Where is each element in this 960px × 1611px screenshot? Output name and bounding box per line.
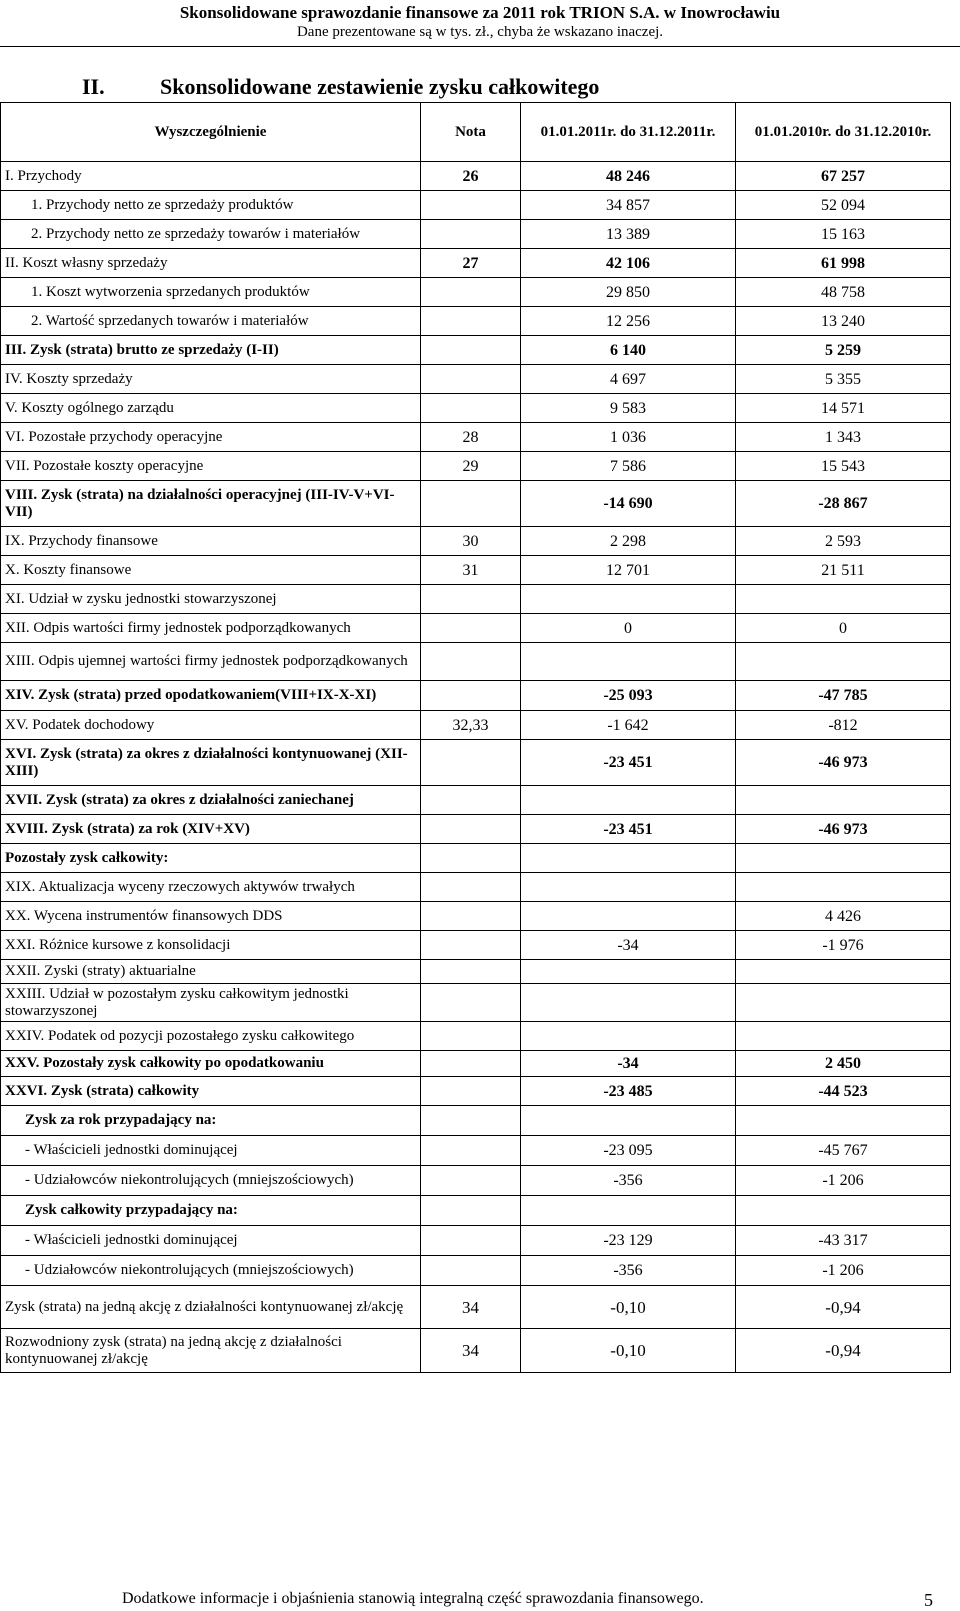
table-row (1, 278, 951, 307)
row-label: XIII. Odpis ujemnej wartości firmy jednostek podporządkowanych (1, 643, 421, 681)
row-value-2011: -356 (521, 1256, 736, 1286)
column-header-2010: 01.01.2010r. do 31.12.2010r. (736, 103, 951, 162)
row-note (421, 220, 521, 249)
row-label: Zysk (strata) na jedną akcję z działalności kontynuowanej zł/akcję (1, 1286, 421, 1329)
row-value-2010: -1 206 (736, 1256, 951, 1286)
column-header-note: Nota (421, 103, 521, 162)
row-value-2010: -1 206 (736, 1166, 951, 1196)
row-label: Zysk za rok przypadający na: (1, 1106, 421, 1136)
table-row (1, 931, 951, 960)
row-value-2011: -0,10 (521, 1286, 736, 1329)
row-note (421, 278, 521, 307)
row-value-2011: -23 451 (521, 815, 736, 844)
row-note (421, 931, 521, 960)
row-label: XXVI. Zysk (strata) całkowity (1, 1077, 421, 1106)
row-value-2011: 1 036 (521, 423, 736, 452)
row-note (421, 681, 521, 711)
row-value-2010 (736, 786, 951, 815)
table-row (1, 220, 951, 249)
row-value-2010: -44 523 (736, 1077, 951, 1106)
table-row (1, 1226, 951, 1256)
table-row (1, 681, 951, 711)
row-note (421, 585, 521, 614)
table-row (1, 1196, 951, 1226)
row-value-2011 (521, 643, 736, 681)
row-value-2010: 0 (736, 614, 951, 643)
row-label: - Udziałowców niekontrolujących (mniejszościowych) (1, 1256, 421, 1286)
row-label: II. Koszt własny sprzedaży (1, 249, 421, 278)
row-value-2011: 42 106 (521, 249, 736, 278)
row-note (421, 873, 521, 902)
table-row (1, 556, 951, 585)
table-row (1, 1077, 951, 1106)
row-label: V. Koszty ogólnego zarządu (1, 394, 421, 423)
row-value-2010 (736, 960, 951, 984)
row-label: XII. Odpis wartości firmy jednostek podporządkowanych (1, 614, 421, 643)
row-note (421, 1226, 521, 1256)
row-label: Zysk całkowity przypadający na: (1, 1196, 421, 1226)
table-row (1, 1166, 951, 1196)
row-label: - Właścicieli jednostki dominującej (1, 1136, 421, 1166)
row-value-2010: 13 240 (736, 307, 951, 336)
row-value-2011: -25 093 (521, 681, 736, 711)
row-value-2011: 4 697 (521, 365, 736, 394)
row-note (421, 394, 521, 423)
row-value-2011: 0 (521, 614, 736, 643)
row-note (421, 1256, 521, 1286)
row-label: XVIII. Zysk (strata) za rok (XIV+XV) (1, 815, 421, 844)
row-note: 34 (421, 1329, 521, 1373)
row-value-2010: -46 973 (736, 740, 951, 786)
table-body (1, 162, 951, 1373)
table-row (1, 815, 951, 844)
table-row (1, 527, 951, 556)
table-row (1, 873, 951, 902)
column-header-description: Wyszczególnienie (1, 103, 421, 162)
row-value-2010 (736, 844, 951, 873)
row-note (421, 740, 521, 786)
row-value-2011 (521, 1022, 736, 1051)
row-value-2011: 34 857 (521, 191, 736, 220)
row-note (421, 960, 521, 984)
row-label: VIII. Zysk (strata) na działalności operacyjnej (III-IV-V+VI-VII) (1, 481, 421, 527)
row-value-2011: -23 485 (521, 1077, 736, 1106)
row-value-2010: -45 767 (736, 1136, 951, 1166)
row-note (421, 365, 521, 394)
table-row (1, 423, 951, 452)
document-header-title: Skonsolidowane sprawozdanie finansowe za 2011 rok TRION S.A. w Inowrocławiu (179, 3, 781, 22)
row-value-2010: 2 593 (736, 527, 951, 556)
row-value-2010: 61 998 (736, 249, 951, 278)
income-statement-table (0, 102, 951, 1373)
row-note (421, 643, 521, 681)
table-row (1, 960, 951, 984)
row-note (421, 1166, 521, 1196)
row-note: 29 (421, 452, 521, 481)
row-note (421, 815, 521, 844)
row-label: XXIV. Podatek od pozycji pozostałego zysku całkowitego (1, 1022, 421, 1051)
row-label: XV. Podatek dochodowy (1, 711, 421, 740)
table-row (1, 307, 951, 336)
row-label: VII. Pozostałe koszty operacyjne (1, 452, 421, 481)
row-label: XVI. Zysk (strata) za okres z działalności kontynuowanej (XII-XIII) (1, 740, 421, 786)
row-note: 26 (421, 162, 521, 191)
row-label: - Udziałowców niekontrolujących (mniejszościowych) (1, 1166, 421, 1196)
table-row (1, 162, 951, 191)
row-value-2010: -812 (736, 711, 951, 740)
row-note (421, 786, 521, 815)
row-value-2011: -23 451 (521, 740, 736, 786)
column-header-2011: 01.01.2011r. do 31.12.2011r. (521, 103, 736, 162)
row-value-2010: -47 785 (736, 681, 951, 711)
row-label: 1. Przychody netto ze sprzedaży produktów (1, 191, 421, 220)
row-label: XX. Wycena instrumentów finansowych DDS (1, 902, 421, 931)
table-row (1, 1106, 951, 1136)
row-label: Rozwodniony zysk (strata) na jedną akcję z działalności kontynuowanej zł/akcję (1, 1329, 421, 1373)
row-value-2010: 21 511 (736, 556, 951, 585)
row-value-2011: 48 246 (521, 162, 736, 191)
row-value-2010: 2 450 (736, 1051, 951, 1077)
row-label: XVII. Zysk (strata) za okres z działalności zaniechanej (1, 786, 421, 815)
row-value-2011: -34 (521, 931, 736, 960)
row-value-2010: 5 259 (736, 336, 951, 365)
row-label: VI. Pozostałe przychody operacyjne (1, 423, 421, 452)
table-row (1, 585, 951, 614)
row-value-2011: 2 298 (521, 527, 736, 556)
row-value-2011: 13 389 (521, 220, 736, 249)
row-value-2010: 14 571 (736, 394, 951, 423)
table-row (1, 481, 951, 527)
row-note (421, 1196, 521, 1226)
row-value-2010: 1 343 (736, 423, 951, 452)
row-value-2011: -356 (521, 1166, 736, 1196)
row-value-2010: -46 973 (736, 815, 951, 844)
row-label: XIX. Aktualizacja wyceny rzeczowych aktywów trwałych (1, 873, 421, 902)
row-note (421, 191, 521, 220)
table-row (1, 365, 951, 394)
row-value-2010: 4 426 (736, 902, 951, 931)
row-label: 2. Wartość sprzedanych towarów i materiałów (1, 307, 421, 336)
row-note (421, 984, 521, 1022)
table-row (1, 336, 951, 365)
section-number: II. (82, 74, 105, 99)
row-value-2011: 29 850 (521, 278, 736, 307)
table-row (1, 1286, 951, 1329)
table-row (1, 394, 951, 423)
table-row (1, 1136, 951, 1166)
table-row (1, 740, 951, 786)
row-label: 1. Koszt wytworzenia sprzedanych produktów (1, 278, 421, 307)
row-note (421, 336, 521, 365)
table-row (1, 711, 951, 740)
header-rule (0, 46, 960, 47)
row-label: I. Przychody (1, 162, 421, 191)
row-value-2011: 9 583 (521, 394, 736, 423)
section-title: Skonsolidowane zestawienie zysku całkowitego (160, 74, 600, 99)
document-header-subtitle: Dane prezentowane są w tys. zł., chyba że wskazano inaczej. (296, 24, 664, 40)
table-row (1, 1329, 951, 1373)
row-note: 31 (421, 556, 521, 585)
row-value-2011: -0,10 (521, 1329, 736, 1373)
row-value-2010: 67 257 (736, 162, 951, 191)
row-label: XIV. Zysk (strata) przed opodatkowaniem(VIII+IX-X-XI) (1, 681, 421, 711)
row-value-2010: 15 543 (736, 452, 951, 481)
row-note (421, 1022, 521, 1051)
row-label: IV. Koszty sprzedaży (1, 365, 421, 394)
table-row (1, 249, 951, 278)
table-row (1, 191, 951, 220)
row-note (421, 1077, 521, 1106)
row-label: Pozostały zysk całkowity: (1, 844, 421, 873)
row-value-2011 (521, 585, 736, 614)
row-value-2010: -43 317 (736, 1226, 951, 1256)
row-note (421, 614, 521, 643)
row-value-2011: -1 642 (521, 711, 736, 740)
row-note (421, 481, 521, 527)
row-value-2010: -28 867 (736, 481, 951, 527)
row-value-2010: -0,94 (736, 1286, 951, 1329)
row-value-2010 (736, 1022, 951, 1051)
row-note: 34 (421, 1286, 521, 1329)
row-value-2011: 12 701 (521, 556, 736, 585)
row-note (421, 1106, 521, 1136)
footer-note: Dodatkowe informacje i objaśnienia stanowią integralną część sprawozdania finansowego. (122, 1590, 704, 1607)
row-note (421, 902, 521, 931)
row-label: XXIII. Udział w pozostałym zysku całkowitym jednostki stowarzyszonej (1, 984, 421, 1022)
row-label: - Właścicieli jednostki dominującej (1, 1226, 421, 1256)
row-note: 30 (421, 527, 521, 556)
row-value-2010: 52 094 (736, 191, 951, 220)
row-value-2011: -23 129 (521, 1226, 736, 1256)
row-value-2010: -0,94 (736, 1329, 951, 1373)
row-note: 32,33 (421, 711, 521, 740)
row-value-2010: 15 163 (736, 220, 951, 249)
row-note (421, 1051, 521, 1077)
row-note: 28 (421, 423, 521, 452)
table-row (1, 1051, 951, 1077)
row-value-2011: 12 256 (521, 307, 736, 336)
row-value-2011 (521, 1196, 736, 1226)
row-value-2010 (736, 585, 951, 614)
row-value-2011 (521, 902, 736, 931)
row-value-2011 (521, 984, 736, 1022)
row-label: IX. Przychody finansowe (1, 527, 421, 556)
row-value-2011 (521, 844, 736, 873)
row-label: XXV. Pozostały zysk całkowity po opodatkowaniu (1, 1051, 421, 1077)
table-row (1, 902, 951, 931)
row-value-2011 (521, 1106, 736, 1136)
table-row (1, 844, 951, 873)
row-value-2010 (736, 1196, 951, 1226)
row-value-2010 (736, 873, 951, 902)
row-label: X. Koszty finansowe (1, 556, 421, 585)
row-value-2010 (736, 984, 951, 1022)
row-value-2010: -1 976 (736, 931, 951, 960)
table-row (1, 452, 951, 481)
table-row (1, 643, 951, 681)
row-label: XXI. Różnice kursowe z konsolidacji (1, 931, 421, 960)
row-value-2010 (736, 643, 951, 681)
row-label: XI. Udział w zysku jednostki stowarzyszonej (1, 585, 421, 614)
row-note: 27 (421, 249, 521, 278)
table-row (1, 984, 951, 1022)
row-value-2010 (736, 1106, 951, 1136)
row-value-2011: -14 690 (521, 481, 736, 527)
table-row (1, 1022, 951, 1051)
row-note (421, 844, 521, 873)
page-number: 5 (924, 1590, 933, 1610)
row-note (421, 307, 521, 336)
row-value-2011: 6 140 (521, 336, 736, 365)
row-value-2011: -34 (521, 1051, 736, 1077)
table-row (1, 786, 951, 815)
row-value-2011: -23 095 (521, 1136, 736, 1166)
row-label: III. Zysk (strata) brutto ze sprzedaży (I-II) (1, 336, 421, 365)
table-row (1, 1256, 951, 1286)
row-value-2011 (521, 786, 736, 815)
row-note (421, 1136, 521, 1166)
row-value-2010: 5 355 (736, 365, 951, 394)
table-row (1, 614, 951, 643)
row-label: 2. Przychody netto ze sprzedaży towarów i materiałów (1, 220, 421, 249)
row-value-2011: 7 586 (521, 452, 736, 481)
table-header-row (1, 103, 951, 162)
row-value-2011 (521, 873, 736, 902)
row-value-2010: 48 758 (736, 278, 951, 307)
row-label: XXII. Zyski (straty) aktuarialne (1, 960, 421, 984)
row-value-2011 (521, 960, 736, 984)
